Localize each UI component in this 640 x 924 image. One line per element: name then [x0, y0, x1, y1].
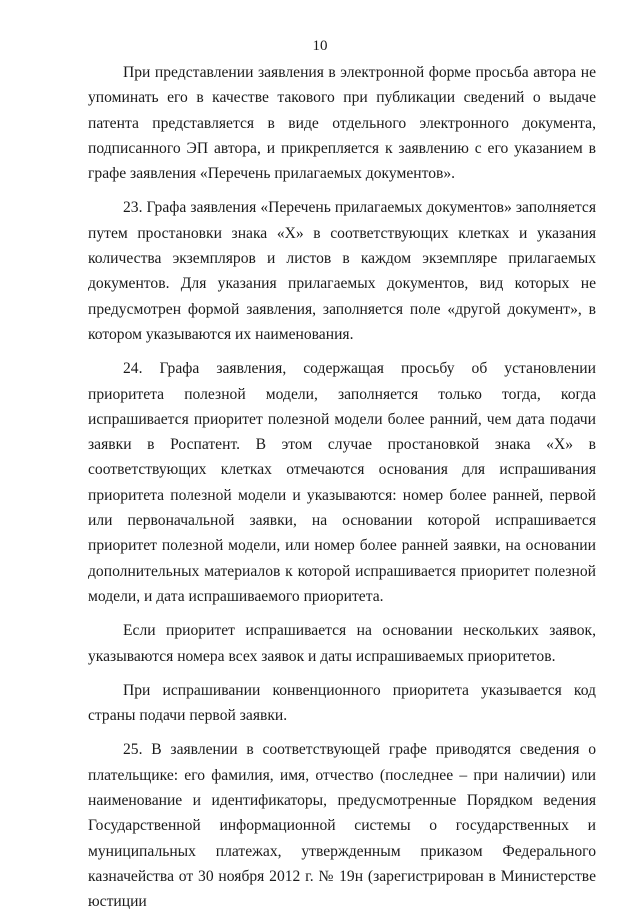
paragraph-multiple-applications: Если приоритет испрашивается на основании нескольких заявок, указываются номера всех заявок и даты испрашиваемых приоритетов. — [88, 622, 596, 665]
paragraph-25-payer: 25. В заявлении в соответствующей графе приводятся сведения о плательщике: его фамилия, имя, отчество (последнее – при наличии) или наименование и идентификаторы, предусмотренные Порядком ведения Государственной информационной системы о государственных и муниципальных платежах, утвержденным приказом Федерального казначейства от 30 ноября 2012 г. № 19н (зарегистрирован в Министерстве юстиции — [88, 741, 596, 911]
paragraph-24-priority: 24. Графа заявления, содержащая просьбу об установлении приоритета полезной модели, заполняется только тогда, когда испрашивается приоритет полезной модели более ранний, чем дата подачи заявки в Роспатент. В этом случае простановкой знака «Х» в соответствующих клетках отмечаются основания для испрашивания приоритета полезной модели и указываются: номер более ранней, первой или первоначальной заявки, на основании которой испрашивается приоритет полезной модели, или номер более ранней заявки, на основании дополнительных материалов к которой испрашивается приоритет полезной модели, и дата испрашиваемого приоритета. — [88, 360, 596, 605]
document-body — [88, 60, 596, 924]
paragraph-convention-priority: При испрашивании конвенционного приоритета указывается код страны подачи первой заявки. — [88, 681, 596, 725]
page-number: 10 — [312, 38, 328, 54]
paragraph-23-documents-list: 23. Графа заявления «Перечень прилагаемых документов» заполняется путем простановки знака «Х» в соответствующих клетках и указания количества экземпляров и листов в каждом экземпляре прилагаемых документов. Для указания прилагаемых документов, вид которых не предусмотрен формой заявления, заполняется поле «другой документ», в котором указываются их наименования. — [88, 199, 596, 343]
paragraph-electronic-form: При представлении заявления в электронной форме просьба автора не упоминать его в качестве такового при публикации сведений о выдаче патента представляется в виде отдельного электронного документа, подписанного ЭП автора, и прикрепляется к заявлению с его указанием в графе заявления «Перечень прилагаемых документов». — [88, 64, 596, 183]
